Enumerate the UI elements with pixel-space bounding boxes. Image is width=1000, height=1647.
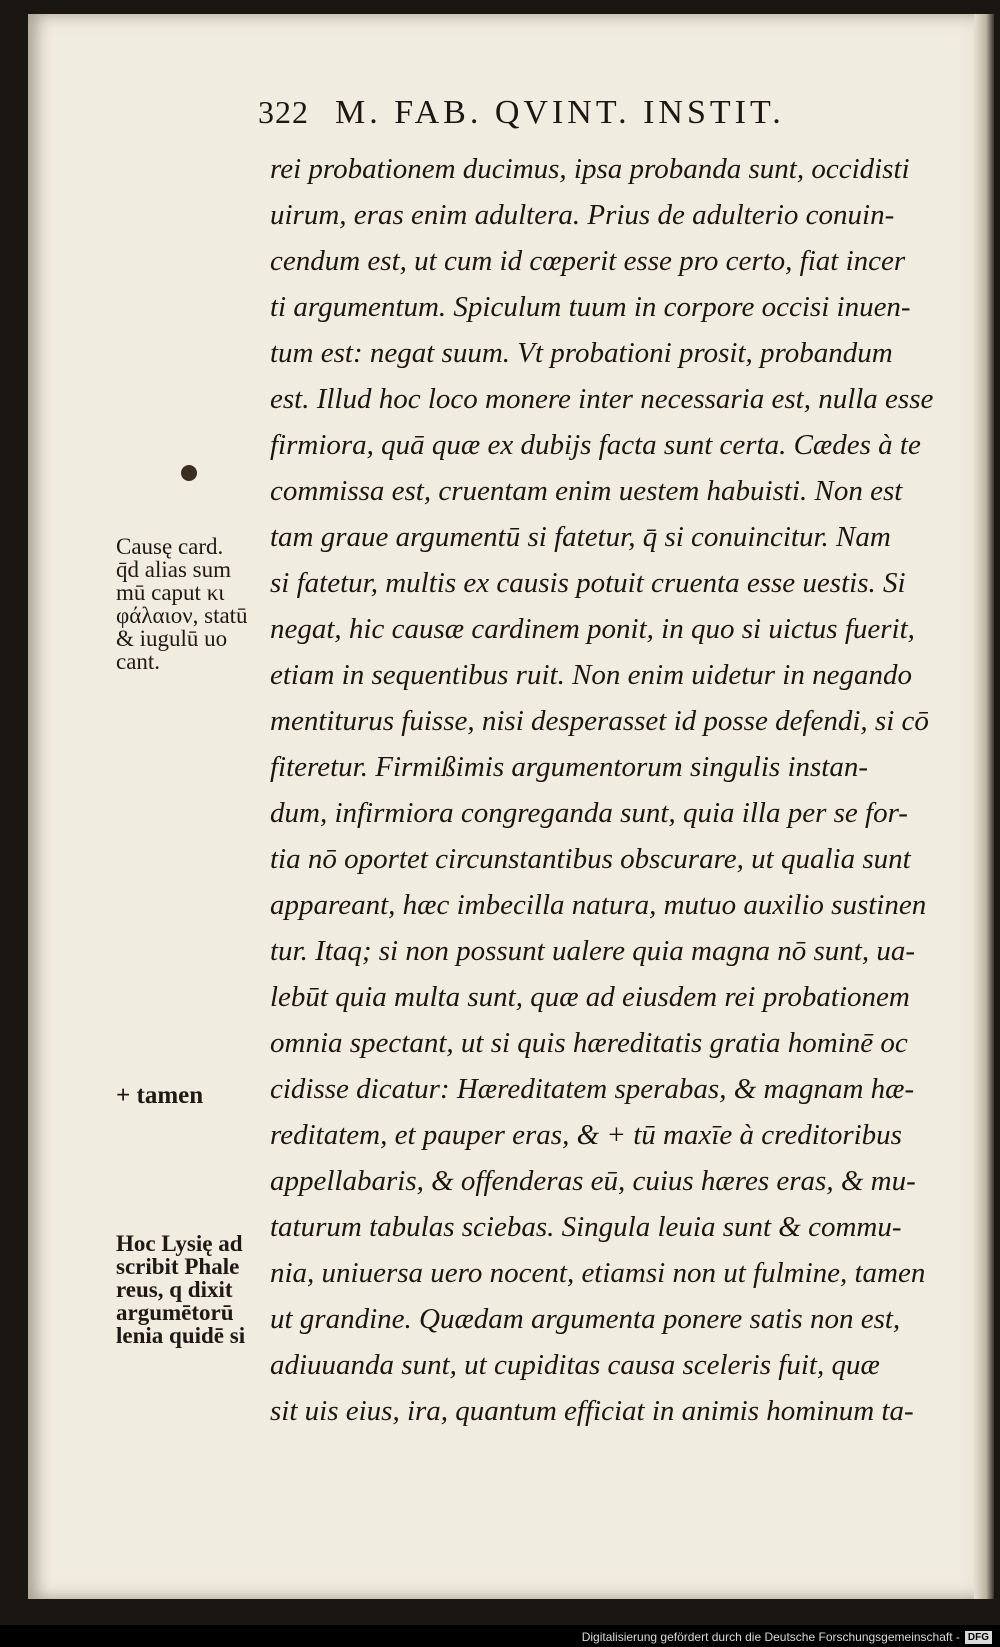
text-line: taturum tabulas sciebas. Singula leuia sunt & commu- bbox=[270, 1211, 902, 1243]
text-line: reditatem, et pauper eras, & + tū maxīe à creditoribus bbox=[270, 1119, 902, 1151]
text-line: si fatetur, multis ex causis potuit cruenta esse uestis. Si bbox=[270, 567, 906, 599]
text-line: dum, infirmiora congreganda sunt, quia illa per se for- bbox=[270, 797, 908, 829]
margin-bullet bbox=[181, 465, 197, 481]
text-line: appellabaris, & offenderas eū, cuius hæres eras, & mu- bbox=[270, 1165, 916, 1197]
text-line: appareant, hæc imbecilla natura, mutuo auxilio sustinen bbox=[270, 889, 927, 921]
text-line: cidisse dicatur: Hæreditatem sperabas, & magnam hæ- bbox=[270, 1073, 915, 1105]
text-line: cendum est, ut cum id cœperit esse pro certo, fiat incer bbox=[270, 245, 906, 277]
text-line: tam graue argumentū si fatetur, q̄ si conuincitur. Nam bbox=[270, 521, 891, 553]
dfg-logo: DFG bbox=[965, 1631, 992, 1644]
margin-line: Hoc Lysię ad bbox=[116, 1231, 243, 1256]
body-text bbox=[270, 146, 970, 1434]
margin-line: & iugulū uo bbox=[116, 626, 228, 651]
text-line: ut grandine. Quædam argumenta ponere satis non est, bbox=[270, 1303, 901, 1335]
text-line: sit uis eius, ira, quantum efficiat in animis hominum ta- bbox=[270, 1395, 914, 1427]
running-header bbox=[258, 94, 898, 144]
running-title: M. FAB. QVINT. INSTIT. bbox=[335, 94, 785, 131]
text-line: negat, hic causæ cardinem ponit, in quo si uictus fuerit, bbox=[270, 613, 915, 645]
text-line: omnia spectant, ut si quis hæreditatis gratia hominē oc bbox=[270, 1027, 908, 1059]
text-line: adiuuanda sunt, ut cupiditas causa sceleris fuit, quæ bbox=[270, 1349, 880, 1381]
margin-line: φάλαιον, statū bbox=[116, 603, 248, 628]
text-line: mentiturus fuisse, nisi desperasset id posse defendi, si cō bbox=[270, 705, 929, 737]
margin-line: lenia quidē si bbox=[116, 1323, 246, 1348]
footer-bar bbox=[0, 1625, 1000, 1647]
text-line: lebūt quia multa sunt, quæ ad eiusdem rei probationem bbox=[270, 981, 910, 1013]
page-number: 322 bbox=[258, 94, 309, 130]
margin-line: Causę card. bbox=[116, 534, 224, 559]
text-line: nia, uniuersa uero nocent, etiamsi non ut fulmine, tamen bbox=[270, 1257, 926, 1289]
marginal-note-lysiae bbox=[116, 1232, 276, 1347]
text-line: est. Illud hoc loco monere inter necessaria est, nulla esse bbox=[270, 383, 934, 415]
margin-line: scribit Phale bbox=[116, 1254, 240, 1279]
margin-line: cant. bbox=[116, 649, 161, 674]
text-line: ti argumentum. Spiculum tuum in corpore occisi inuen- bbox=[270, 291, 911, 323]
margin-line: + tamen bbox=[116, 1082, 204, 1109]
margin-line: argumētorū bbox=[116, 1300, 234, 1325]
text-line: tia nō oportet circunstantibus obscurare, ut qualia sunt bbox=[270, 843, 911, 875]
text-line: etiam in sequentibus ruit. Non enim uidetur in negando bbox=[270, 659, 912, 691]
text-line: commissa est, cruentam enim uestem habuisti. Non est bbox=[270, 475, 903, 507]
text-line: fiteretur. Firmißimis argumentorum singulis instan- bbox=[270, 751, 869, 783]
marginal-note-tamen bbox=[116, 1084, 276, 1107]
text-line: uirum, eras enim adultera. Prius de adulterio conuin- bbox=[270, 199, 895, 231]
text-line: firmiora, quā quæ ex dubijs facta sunt certa. Cædes à te bbox=[270, 429, 921, 461]
text-line: tum est: negat suum. Vt probationi prosit, probandum bbox=[270, 337, 893, 369]
page-edge bbox=[974, 14, 994, 1599]
credit-text: Digitalisierung gefördert durch die Deutsche Forschungsgemeinschaft - bbox=[581, 1630, 960, 1644]
margin-line: reus, q dixit bbox=[116, 1277, 233, 1302]
margin-line: q̄d alias sum bbox=[116, 557, 231, 582]
margin-line: mū caput κι bbox=[116, 580, 225, 605]
marginal-note-causae bbox=[116, 535, 276, 673]
funding-credit bbox=[582, 1630, 992, 1644]
text-line: rei probationem ducimus, ipsa probanda sunt, occidisti bbox=[270, 153, 910, 185]
text-line: tur. Itaq; si non possunt ualere quia magna nō sunt, ua- bbox=[270, 935, 915, 967]
